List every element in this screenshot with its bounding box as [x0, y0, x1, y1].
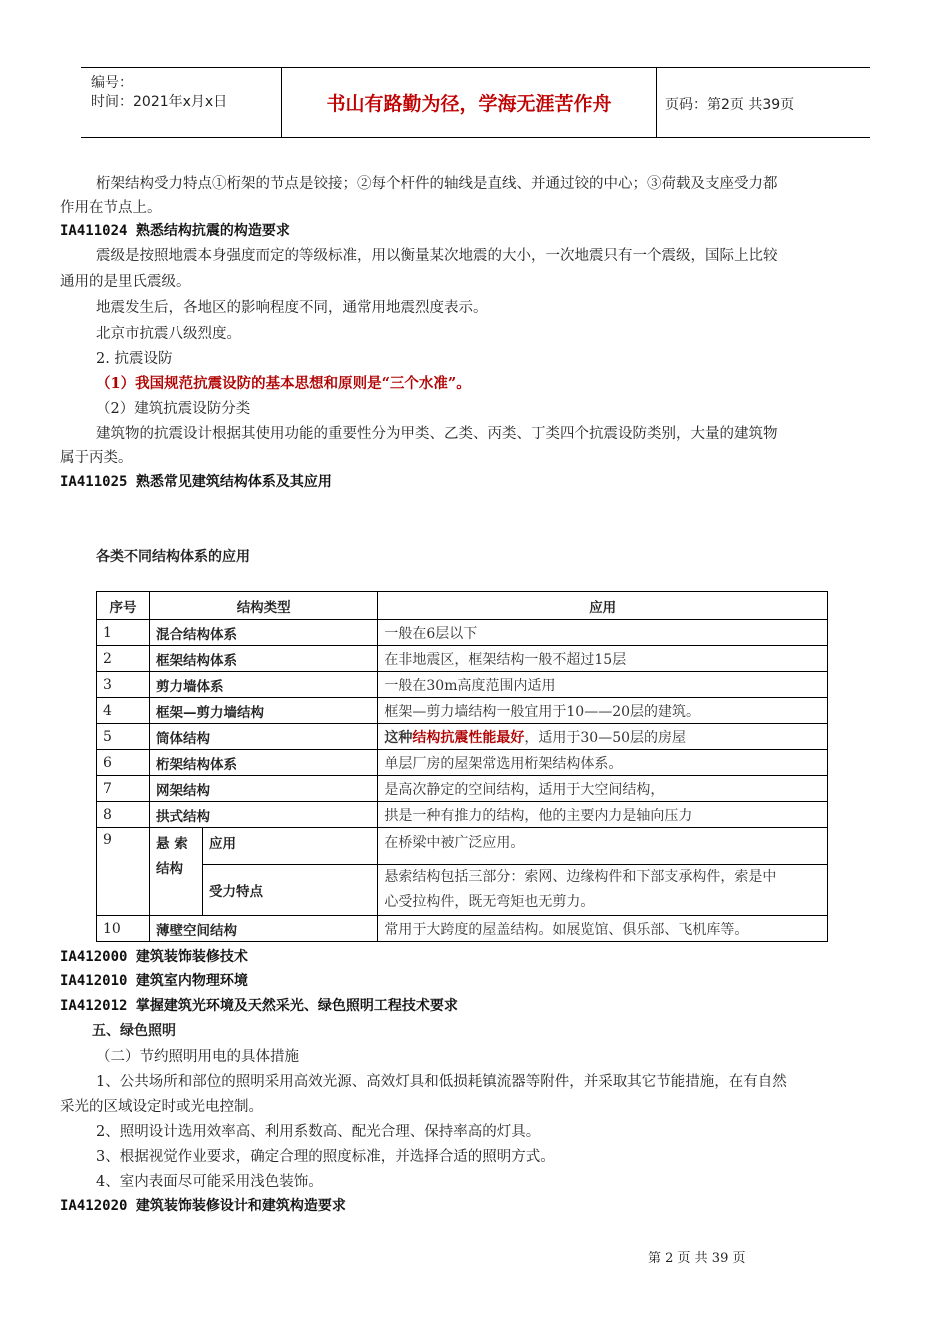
number-label: 编号： — [91, 75, 133, 91]
row-type: 网架结构 — [150, 776, 378, 802]
paragraph: （二）节约照明用电的具体措施 — [96, 1049, 299, 1065]
row-application: 单层厂房的屋架常选用桁架结构体系。 — [378, 750, 828, 776]
table-row — [97, 776, 828, 802]
app-line1: 悬索结构包括三部分：索网、边缘构件和下部支承构件，索是中 — [384, 869, 777, 885]
app-highlight: 结构抗震性能最好 — [412, 729, 525, 746]
row-number: 5 — [97, 724, 150, 750]
row-subtype: 受力特点 — [203, 865, 378, 916]
row-number: 10 — [97, 916, 150, 942]
table-row — [97, 620, 828, 646]
row-application: 是高次静定的空间结构，适用于大空间结构， — [378, 776, 828, 802]
table-row — [97, 750, 828, 776]
paragraph: 属于丙类。 — [60, 450, 133, 466]
table-row — [97, 698, 828, 724]
table-row — [97, 802, 828, 828]
table-row — [97, 646, 828, 672]
section-heading: IA412020 建筑装饰装修设计和建筑构造要求 — [60, 1198, 346, 1214]
section-heading: IA411025 熟悉常见建筑结构体系及其应用 — [60, 474, 332, 490]
row-type: 混合结构体系 — [150, 620, 378, 646]
paragraph: 震级是按照地震本身强度而定的等级标准，用以衡量某次地震的大小，一次地震只有一个震级，国际上比较 — [96, 248, 778, 264]
row-type: 框架—剪力墙结构 — [150, 698, 378, 724]
row-number: 4 — [97, 698, 150, 724]
row-type: 筒体结构 — [150, 724, 378, 750]
list-item: 3、根据视觉作业要求，确定合理的照度标准，并选择合适的照明方式。 — [96, 1149, 555, 1165]
header-meta — [81, 68, 282, 137]
row-type: 桁架结构体系 — [150, 750, 378, 776]
col-header-type: 结构类型 — [150, 592, 378, 620]
app-prefix: 这种 — [384, 729, 413, 746]
list-item: 2、照明设计选用效率高、利用系数高、配光合理、保持率高的灯具。 — [96, 1124, 541, 1140]
row-type: 拱式结构 — [150, 802, 378, 828]
row-type — [150, 828, 203, 916]
table-header-row — [97, 592, 828, 620]
list-item: 4、室内表面尽可能采用浅色装饰。 — [96, 1174, 323, 1190]
row-application: 在非地震区，框架结构一般不超过15层 — [378, 646, 828, 672]
row-type-line1: 悬 索 — [156, 836, 188, 852]
time-label: 时间：2021年x月x日 — [91, 94, 228, 110]
table-row — [97, 916, 828, 942]
row-application: 框架—剪力墙结构一般宜用于10——20层的建筑。 — [378, 698, 828, 724]
row-number: 6 — [97, 750, 150, 776]
row-number: 1 — [97, 620, 150, 646]
row-type: 薄壁空间结构 — [150, 916, 378, 942]
section-heading: IA412000 建筑装饰装修技术 — [60, 949, 248, 965]
app-line2: 心受拉构件，既无弯矩也无剪力。 — [384, 894, 595, 910]
row-application: 拱是一种有推力的结构，他的主要内力是轴向压力 — [378, 802, 828, 828]
section-heading: IA412010 建筑室内物理环境 — [60, 973, 248, 989]
row-type: 剪力墙体系 — [150, 672, 378, 698]
header-motto: 书山有路勤为径，学海无涯苦作舟 — [282, 68, 657, 137]
row-subtype: 应用 — [203, 828, 378, 865]
table-title: 各类不同结构体系的应用 — [96, 549, 250, 565]
row-application — [378, 724, 828, 750]
row-number: 8 — [97, 802, 150, 828]
row-application: 在桥梁中被广泛应用。 — [378, 828, 828, 865]
paragraph: （2）建筑抗震设防分类 — [96, 401, 251, 417]
app-suffix: ，适用于30—50层的房屋 — [524, 729, 687, 746]
col-header-number: 序号 — [97, 592, 150, 620]
row-application — [378, 865, 828, 916]
table-row — [97, 828, 828, 865]
paragraph: 通用的是里氏震级。 — [60, 274, 191, 290]
list-item: 1、公共场所和部位的照明采用高效光源、高效灯具和低损耗镇流器等附件，并采取其它节能措施，在有自然 — [96, 1074, 787, 1090]
page-header — [81, 67, 870, 138]
row-type-line2: 结构 — [156, 861, 183, 877]
row-application: 一般在6层以下 — [378, 620, 828, 646]
row-application: 一般在30m高度范围内适用 — [378, 672, 828, 698]
structure-table — [96, 591, 828, 942]
paragraph: 桁架结构受力特点①桁架的节点是铰接；②每个杆件的轴线是直线、并通过铰的中心；③荷载及支座受力都 — [96, 176, 778, 192]
section-heading: IA412012 掌握建筑光环境及天然采光、绿色照明工程技术要求 — [60, 998, 458, 1014]
col-header-application: 应用 — [378, 592, 828, 620]
paragraph: 北京市抗震八级烈度。 — [96, 326, 241, 342]
row-number: 2 — [97, 646, 150, 672]
paragraph: 作用在节点上。 — [60, 200, 162, 216]
highlight-paragraph: （1）我国规范抗震设防的基本思想和原则是“三个水准”。 — [96, 375, 471, 392]
row-number: 9 — [97, 828, 150, 916]
section-heading: IA411024 熟悉结构抗震的构造要求 — [60, 223, 290, 239]
page-footer: 第 2 页 共 39 页 — [648, 1251, 746, 1266]
row-type: 框架结构体系 — [150, 646, 378, 672]
paragraph: 建筑物的抗震设计根据其使用功能的重要性分为甲类、乙类、丙类、丁类四个抗震设防类别，大量的建筑物 — [96, 426, 778, 442]
paragraph: 地震发生后，各地区的影响程度不同，通常用地震烈度表示。 — [96, 300, 488, 316]
row-application: 常用于大跨度的屋盖结构。如展览馆、俱乐部、飞机库等。 — [378, 916, 828, 942]
paragraph: 2. 抗震设防 — [96, 351, 173, 367]
row-number: 3 — [97, 672, 150, 698]
header-page-info: 页码：第2页 共39页 — [665, 97, 795, 113]
list-item-continued: 采光的区域设定时或光电控制。 — [60, 1099, 263, 1115]
subsection-heading: 五、绿色照明 — [92, 1023, 176, 1039]
table-row — [97, 865, 828, 916]
table-row — [97, 724, 828, 750]
row-number: 7 — [97, 776, 150, 802]
table-row — [97, 672, 828, 698]
